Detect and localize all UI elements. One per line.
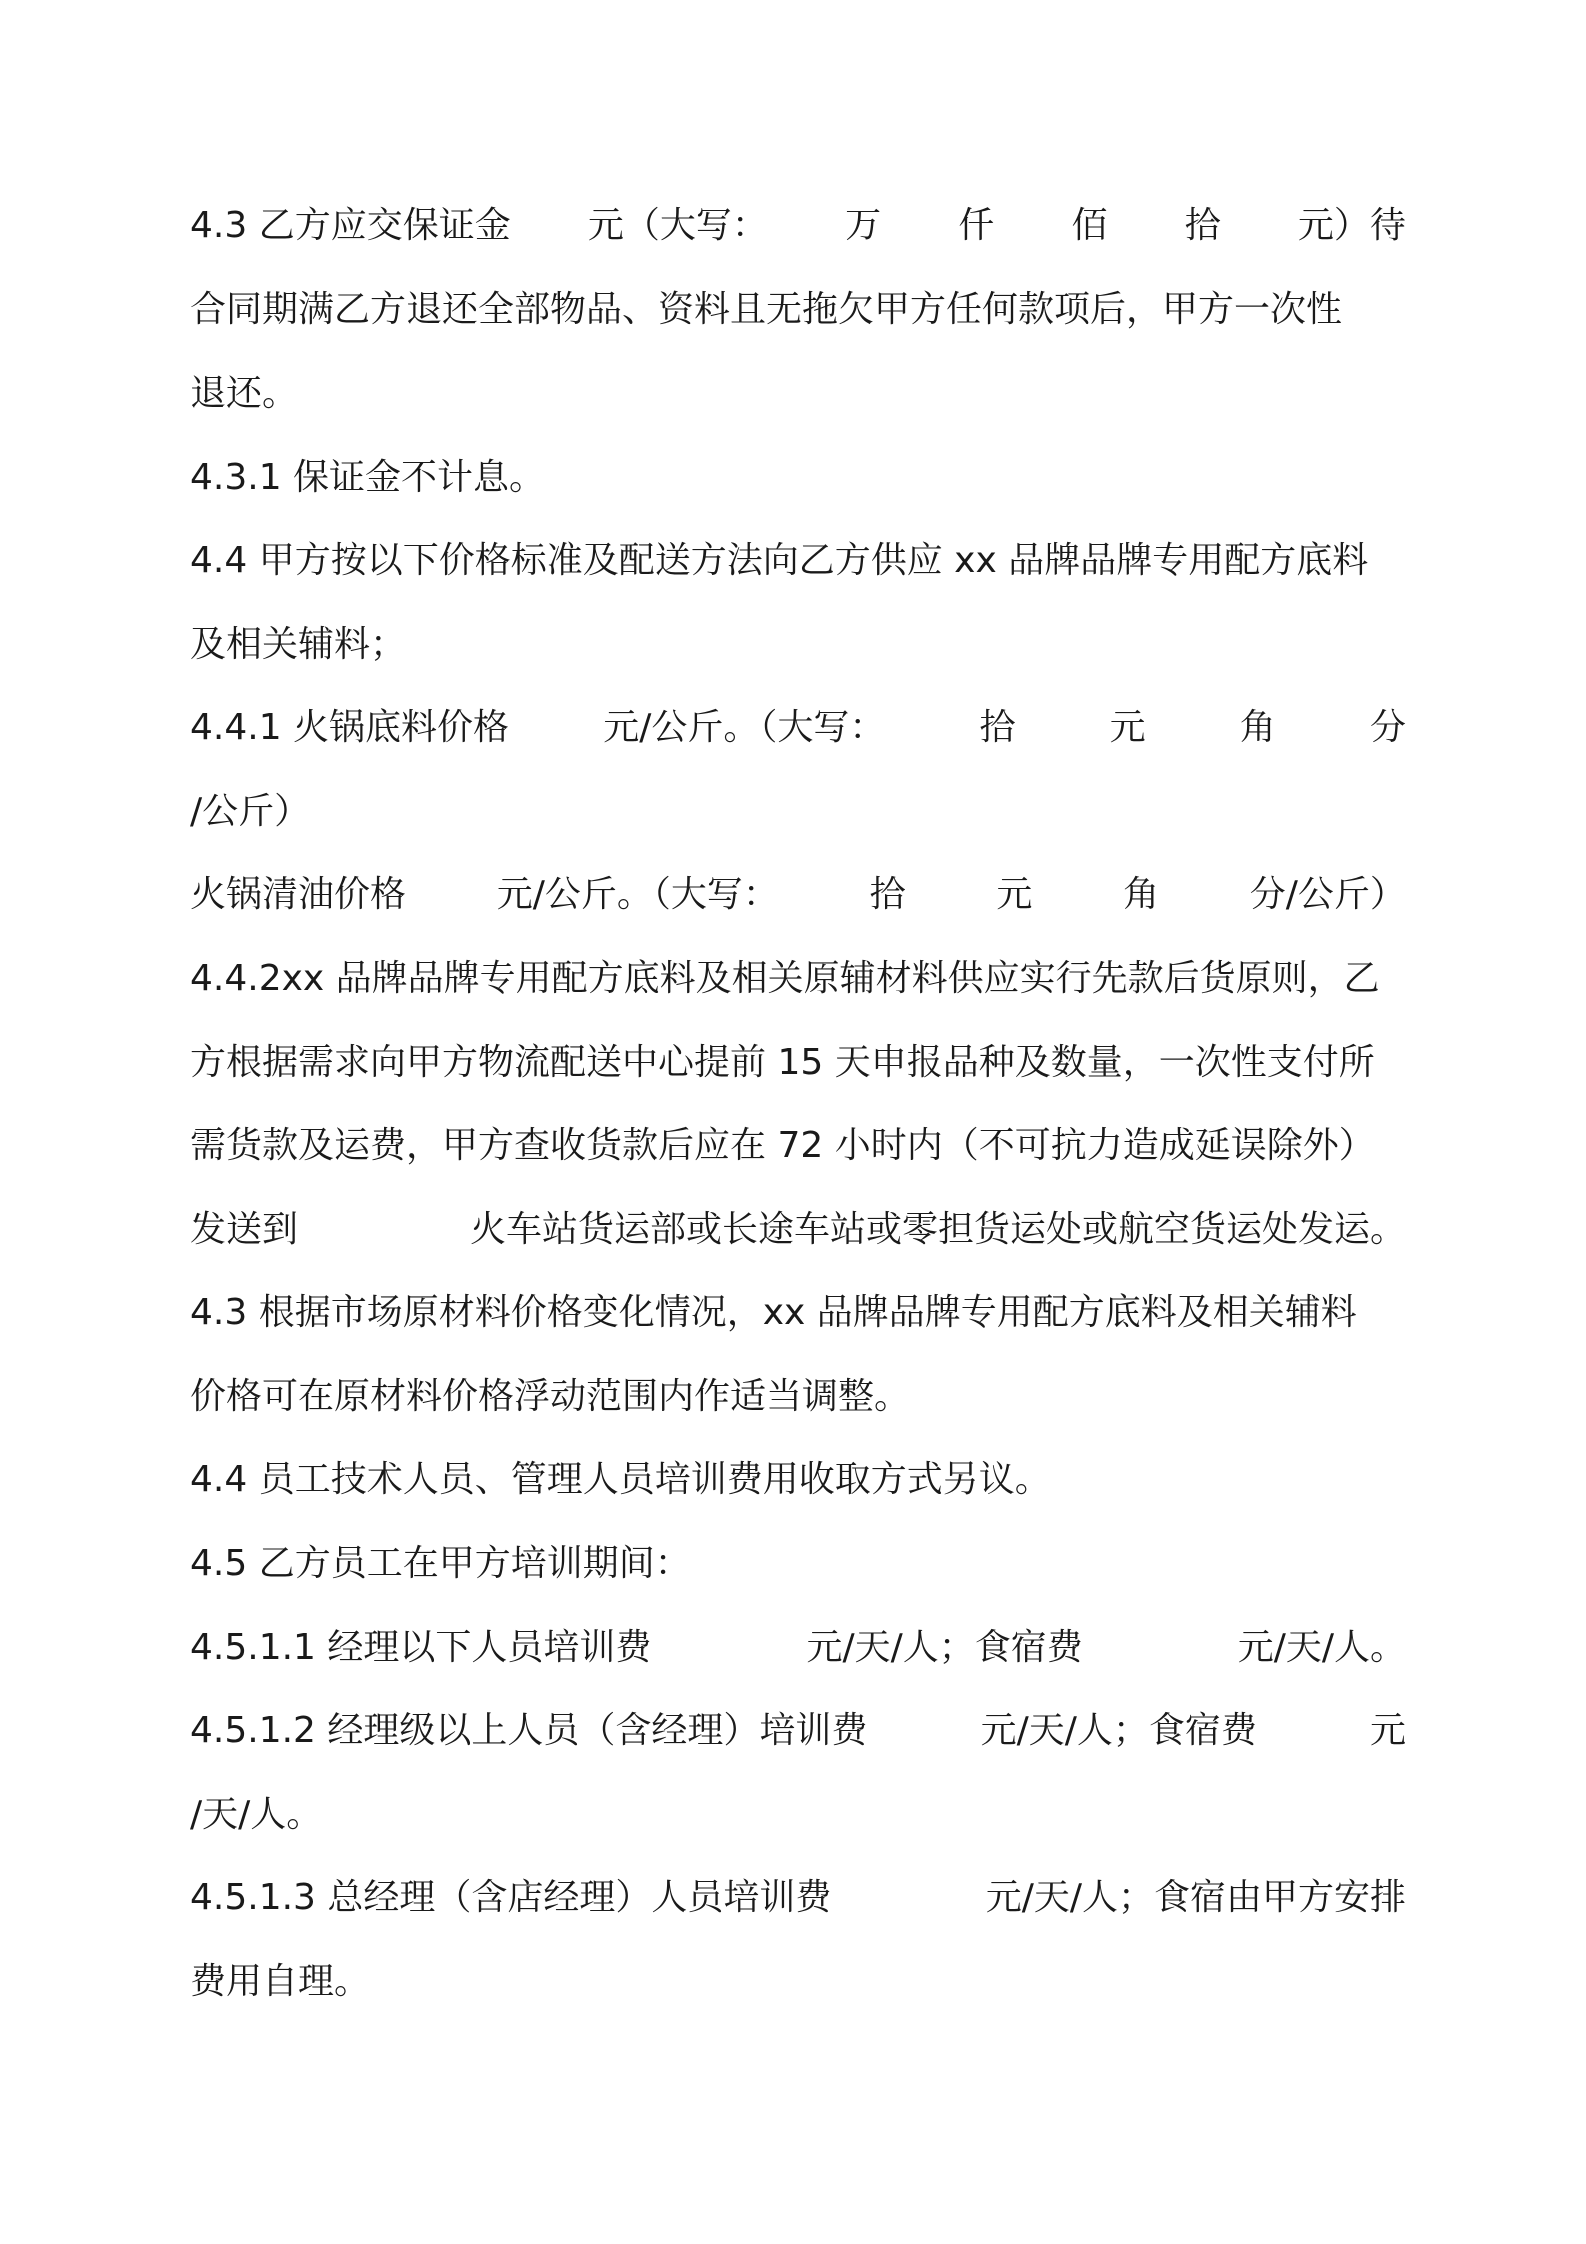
text-segment: 4.4 甲方按以下价格标准及配送方法向乙方供应 xx 品牌品牌专用配方底料 <box>190 540 1369 581</box>
text-segment: 拾 <box>979 707 1016 748</box>
text-segment: 分 <box>1369 707 1406 748</box>
text-segment: 拾 <box>869 874 906 915</box>
clause-4-4-2-payment <box>190 937 1406 1021</box>
clause-4-5-1-3-end <box>190 1940 1406 2024</box>
text-segment: 元/公斤。（大写： <box>496 874 779 915</box>
text-segment: 价格可在原材料价格浮动范围内作适当调整。 <box>190 1376 911 1417</box>
text-segment: 发送到 <box>190 1209 299 1250</box>
clause-4-3-1 <box>190 436 1406 520</box>
text-segment: 元（大写： <box>587 205 768 246</box>
text-segment: 元 <box>1109 707 1146 748</box>
clause-4-4-training-fee <box>190 1438 1406 1522</box>
text-segment: 佰 <box>1071 205 1108 246</box>
text-segment: 元 <box>996 874 1033 915</box>
text-segment: 4.5 乙方员工在甲方培训期间： <box>190 1543 691 1584</box>
text-segment: 4.5.1.1 经理以下人员培训费 <box>190 1627 652 1668</box>
text-segment: 角 <box>1123 874 1160 915</box>
text-segment: 元/天/人。 <box>1237 1627 1406 1668</box>
text-segment: 火车站货运部或长途车站或零担货运处或航空货运处发运。 <box>469 1209 1406 1250</box>
clause-4-3-price-adjustment <box>190 1271 1406 1355</box>
clause-4-5-1-2 <box>190 1689 1406 1773</box>
text-segment: 元/天/人；食宿由甲方安排 <box>985 1877 1406 1918</box>
text-segment: 拾 <box>1184 205 1221 246</box>
text-segment: 火锅清油价格 <box>190 874 407 915</box>
clause-4-4-supply <box>190 519 1406 603</box>
clause-4-4-2-payment-cont <box>190 1104 1406 1188</box>
text-segment: 元）待 <box>1297 205 1406 246</box>
text-segment: /天/人。 <box>190 1794 323 1835</box>
text-segment: 退还。 <box>190 373 299 414</box>
clause-4-4-1-hotpot-base-price <box>190 686 1406 770</box>
clause-4-3-deposit-cont <box>190 268 1406 352</box>
text-segment: 元/天/人；食宿费 <box>980 1710 1257 1751</box>
clause-4-5-1-3 <box>190 1856 1406 1940</box>
text-segment: 分/公斤） <box>1249 874 1406 915</box>
text-segment: 方根据需求向甲方物流配送中心提前 15 天申报品种及数量，一次性支付所 <box>190 1042 1375 1083</box>
text-segment: 仟 <box>958 205 995 246</box>
text-segment: 合同期满乙方退还全部物品、资料且无拖欠甲方任何款项后，甲方一次性 <box>190 289 1343 330</box>
text-segment: 费用自理。 <box>190 1961 371 2002</box>
clause-4-4-1-clear-oil-price <box>190 853 1406 937</box>
text-segment: 元/天/人；食宿费 <box>806 1627 1083 1668</box>
text-segment: 万 <box>845 205 882 246</box>
text-segment: 4.3 根据市场原材料价格变化情况，xx 品牌品牌专用配方底料及相关辅料 <box>190 1292 1357 1333</box>
text-segment: 4.4 员工技术人员、管理人员培训费用收取方式另议。 <box>190 1459 1051 1500</box>
text-segment: 4.5.1.3 总经理（含店经理）人员培训费 <box>190 1877 832 1918</box>
text-segment: 角 <box>1239 707 1276 748</box>
clause-4-4-2-payment-cont <box>190 1021 1406 1105</box>
clause-4-5-training-period <box>190 1522 1406 1606</box>
text-segment: 4.3.1 保证金不计息。 <box>190 457 546 498</box>
text-segment: 及相关辅料； <box>190 624 407 665</box>
text-segment: 4.4.2xx 品牌品牌专用配方底料及相关原辅材料供应实行先款后货原则，乙 <box>190 958 1380 999</box>
clause-4-4-supply-end <box>190 603 1406 687</box>
text-segment: 4.4.1 火锅底料价格 <box>190 707 510 748</box>
clause-4-5-1-1 <box>190 1606 1406 1690</box>
clause-4-3-price-adjustment-end <box>190 1355 1406 1439</box>
clause-4-5-1-2-end <box>190 1773 1406 1857</box>
clause-4-3-deposit-end <box>190 352 1406 436</box>
text-segment: 元/公斤。（大写： <box>603 707 886 748</box>
text-segment: 4.5.1.2 经理级以上人员（含经理）培训费 <box>190 1710 868 1751</box>
clause-4-4-2-delivery <box>190 1188 1406 1272</box>
clause-4-3-deposit <box>190 184 1406 268</box>
text-segment: 元 <box>1369 1710 1406 1751</box>
text-segment: /公斤） <box>190 791 311 832</box>
clause-4-4-1-hotpot-base-price-end <box>190 770 1406 854</box>
text-segment: 需货款及运费，甲方查收货款后应在 72 小时内（不可抗力造成延误除外） <box>190 1125 1375 1166</box>
text-segment: 4.3 乙方应交保证金 <box>190 205 511 246</box>
